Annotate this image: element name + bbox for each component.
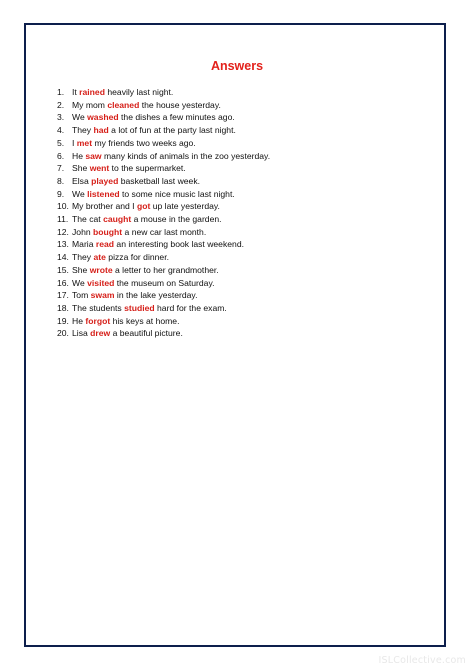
answer-verb: rained xyxy=(79,87,105,97)
answer-number: 9. xyxy=(57,188,65,199)
answer-text-after: his keys at home. xyxy=(110,315,180,326)
answer-verb: cleaned xyxy=(107,99,140,110)
answer-text-before: John xyxy=(72,226,94,237)
answer-item xyxy=(57,188,270,201)
answer-verb: played xyxy=(91,175,119,186)
answer-text-after: hard for the exam. xyxy=(154,302,227,313)
answer-text-before: The students xyxy=(72,302,125,313)
answer-text-before: They xyxy=(72,125,94,136)
answer-verb: caught xyxy=(103,214,132,225)
answer-number: 3. xyxy=(57,112,65,123)
answer-item xyxy=(57,99,270,112)
answer-number: 10. xyxy=(57,201,69,212)
answer-text-before: They xyxy=(72,252,94,263)
answer-verb: swam xyxy=(90,290,115,301)
answer-text-after: up late yesterday. xyxy=(150,201,220,212)
answer-text-before: I xyxy=(72,137,77,148)
answer-number: 11. xyxy=(57,214,69,225)
answer-text-before: She xyxy=(72,163,90,174)
answer-item xyxy=(57,137,270,150)
answer-text-after: to the supermarket. xyxy=(109,163,186,174)
answer-item xyxy=(57,302,270,315)
answer-verb: went xyxy=(89,163,110,174)
answer-text-after: a new car last month. xyxy=(122,226,207,237)
answer-item xyxy=(57,264,270,277)
answer-number: 15. xyxy=(57,264,69,275)
answer-verb: ate xyxy=(93,252,106,263)
answer-text-before: My mom xyxy=(72,99,108,110)
answer-number: 4. xyxy=(57,125,65,136)
answer-number: 7. xyxy=(57,163,65,174)
answer-number: 2. xyxy=(57,99,65,110)
answer-text-before: Tom xyxy=(72,290,91,301)
answer-list xyxy=(57,86,270,340)
answer-number: 6. xyxy=(57,150,65,161)
answer-number: 19. xyxy=(57,315,69,326)
answer-item xyxy=(57,251,270,264)
answer-text-before: We xyxy=(72,188,88,199)
answer-text-before: Lisa xyxy=(72,328,91,339)
answer-item xyxy=(57,289,270,302)
answer-text-after: the museum on Saturday. xyxy=(114,277,215,288)
answer-verb: forgot xyxy=(85,315,111,326)
answer-verb: saw xyxy=(85,150,102,161)
answer-item xyxy=(57,175,270,188)
answer-text-after: a letter to her grandmother. xyxy=(112,264,219,275)
answer-verb: visited xyxy=(87,277,115,288)
answer-verb: studied xyxy=(124,302,155,313)
answer-verb: met xyxy=(76,137,93,148)
answer-number: 1. xyxy=(57,87,65,97)
answer-text-after: heavily last night. xyxy=(104,87,174,97)
answer-item xyxy=(57,238,270,251)
answer-text-after: the dishes a few minutes ago. xyxy=(118,112,235,123)
answer-number: 8. xyxy=(57,175,65,186)
answer-text-before: We xyxy=(72,277,88,288)
answer-text-after: my friends two weeks ago. xyxy=(92,137,196,148)
answer-item xyxy=(57,226,270,239)
answer-verb: listened xyxy=(87,188,120,199)
answer-number: 13. xyxy=(57,239,69,250)
answer-text-before: Maria xyxy=(72,239,96,250)
answer-verb: drew xyxy=(90,328,111,339)
answer-number: 14. xyxy=(57,252,69,263)
answer-text-before: Elsa xyxy=(72,175,92,186)
answer-item xyxy=(57,111,270,124)
answer-item xyxy=(57,124,270,137)
answer-number: 18. xyxy=(57,302,69,313)
answer-item xyxy=(57,315,270,328)
answer-text-after: to some nice music last night. xyxy=(119,188,235,199)
answer-verb: washed xyxy=(87,112,119,123)
answer-text-before: It xyxy=(72,87,80,97)
page-title: Answers xyxy=(210,59,264,73)
watermark: ISLCollective.com xyxy=(378,655,466,666)
answer-text-before: He xyxy=(72,150,86,161)
answer-number: 5. xyxy=(57,137,65,148)
answer-number: 17. xyxy=(57,290,69,301)
answer-item xyxy=(57,86,270,99)
answer-item xyxy=(57,162,270,175)
answer-text-after: a mouse in the garden. xyxy=(131,214,222,225)
answer-verb: got xyxy=(136,201,151,212)
answer-number: 16. xyxy=(57,277,69,288)
answer-verb: bought xyxy=(93,226,123,237)
answer-text-before: She xyxy=(72,264,90,275)
answer-verb: wrote xyxy=(89,264,113,275)
answer-verb: read xyxy=(95,239,115,250)
answer-text-before: We xyxy=(72,112,88,123)
answer-text-before: The cat xyxy=(72,214,104,225)
answer-text-after: basketball last week. xyxy=(118,175,201,186)
answer-item xyxy=(57,213,270,226)
answer-item xyxy=(57,150,270,163)
answer-text-after: a beautiful picture. xyxy=(110,328,183,339)
answer-text-after: pizza for dinner. xyxy=(105,252,169,263)
answer-verb: had xyxy=(93,125,109,136)
answer-text-after: in the lake yesterday. xyxy=(114,290,198,301)
answer-item xyxy=(57,200,270,213)
answer-text-before: He xyxy=(72,315,86,326)
answer-text-after: a lot of fun at the party last night. xyxy=(108,125,236,136)
answer-number: 12. xyxy=(57,226,69,237)
answer-text-after: the house yesterday. xyxy=(139,99,221,110)
answer-item xyxy=(57,277,270,290)
answer-text-after: many kinds of animals in the zoo yesterday. xyxy=(101,150,271,161)
answer-number: 20. xyxy=(57,328,69,339)
answer-text-after: an interesting book last weekend. xyxy=(114,239,244,250)
answer-text-before: My brother and I xyxy=(72,201,137,212)
answer-item xyxy=(57,327,270,340)
